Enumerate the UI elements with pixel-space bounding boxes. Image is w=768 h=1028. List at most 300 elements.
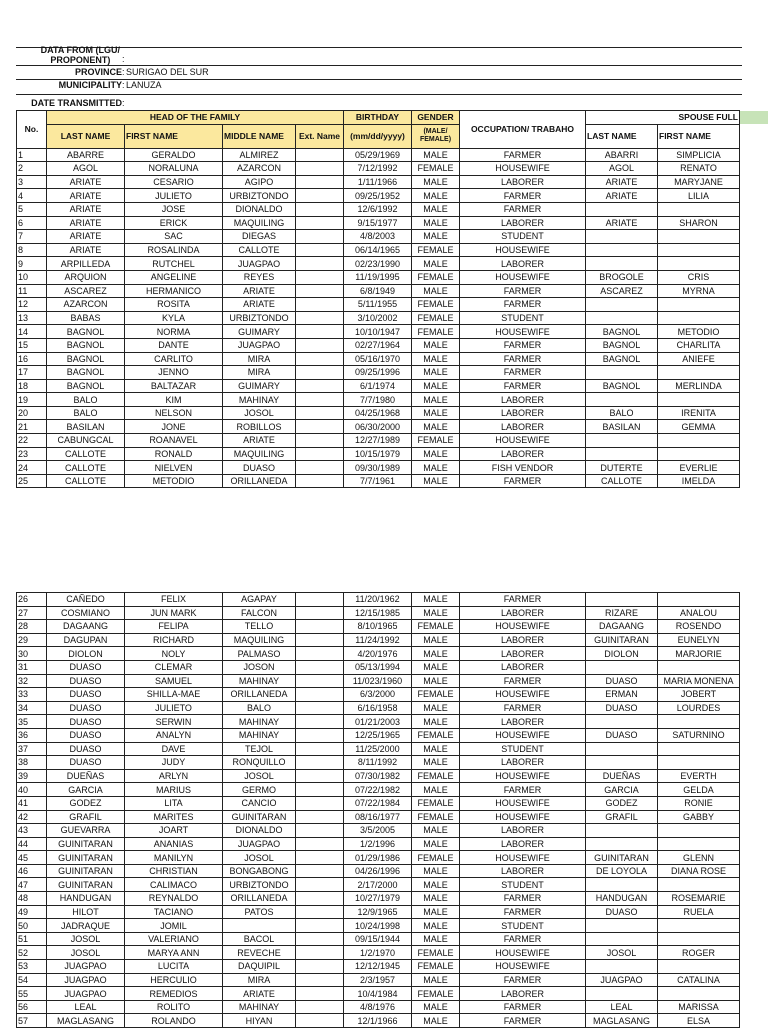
- spouse-first-name-cell[interactable]: GLENN: [658, 851, 740, 865]
- ext-name-cell[interactable]: [296, 420, 344, 434]
- first-name-cell[interactable]: JONE: [125, 420, 223, 434]
- birthday-cell[interactable]: 11/20/1962: [344, 593, 412, 607]
- occupation-cell[interactable]: HOUSEWIFE: [460, 946, 586, 960]
- spouse-last-name-cell[interactable]: GARCIA: [586, 783, 658, 797]
- gender-cell[interactable]: FEMALE: [412, 946, 460, 960]
- spouse-first-name-cell[interactable]: [658, 298, 740, 312]
- gender-cell[interactable]: MALE: [412, 919, 460, 933]
- spouse-first-name-cell[interactable]: ANALOU: [658, 606, 740, 620]
- occupation-cell[interactable]: LABORER: [460, 660, 586, 674]
- spouse-last-name-cell[interactable]: ARIATE: [586, 216, 658, 230]
- occupation-cell[interactable]: HOUSEWIFE: [460, 728, 586, 742]
- occupation-cell[interactable]: LABORER: [460, 864, 586, 878]
- spouse-last-name-cell[interactable]: ABARRI: [586, 148, 658, 162]
- gender-cell[interactable]: MALE: [412, 474, 460, 488]
- gender-cell[interactable]: MALE: [412, 905, 460, 919]
- occupation-cell[interactable]: FARMER: [460, 379, 586, 393]
- gender-cell[interactable]: MALE: [412, 756, 460, 770]
- gender-cell[interactable]: MALE: [412, 973, 460, 987]
- spouse-first-name-cell[interactable]: MARISSA: [658, 1000, 740, 1014]
- middle-name-cell[interactable]: ROBILLOS: [223, 420, 296, 434]
- spouse-last-name-cell[interactable]: BALO: [586, 406, 658, 420]
- spouse-last-name-cell[interactable]: LEAL: [586, 1000, 658, 1014]
- gender-cell[interactable]: FEMALE: [412, 769, 460, 783]
- spouse-last-name-cell[interactable]: DUASO: [586, 701, 658, 715]
- ext-name-cell[interactable]: [296, 674, 344, 688]
- spouse-last-name-cell[interactable]: ERMAN: [586, 688, 658, 702]
- gender-cell[interactable]: MALE: [412, 175, 460, 189]
- ext-name-cell[interactable]: [296, 189, 344, 203]
- spouse-first-name-cell[interactable]: SATURNINO: [658, 728, 740, 742]
- row-number-cell[interactable]: 37: [17, 742, 47, 756]
- ext-name-cell[interactable]: [296, 810, 344, 824]
- spouse-first-name-cell[interactable]: RUELA: [658, 905, 740, 919]
- birthday-cell[interactable]: 02/27/1964: [344, 338, 412, 352]
- row-number-cell[interactable]: 48: [17, 892, 47, 906]
- spouse-first-name-cell[interactable]: [658, 837, 740, 851]
- gender-cell[interactable]: MALE: [412, 189, 460, 203]
- gender-cell[interactable]: FEMALE: [412, 325, 460, 339]
- ext-name-cell[interactable]: [296, 851, 344, 865]
- row-number-cell[interactable]: 15: [17, 338, 47, 352]
- first-name-cell[interactable]: ROLANDO: [125, 1014, 223, 1028]
- ext-name-cell[interactable]: [296, 148, 344, 162]
- first-name-cell[interactable]: RUTCHEL: [125, 257, 223, 271]
- birthday-cell[interactable]: 06/30/2000: [344, 420, 412, 434]
- last-name-cell[interactable]: DUASO: [47, 715, 125, 729]
- occupation-cell[interactable]: HOUSEWIFE: [460, 960, 586, 974]
- row-number-cell[interactable]: 4: [17, 189, 47, 203]
- middle-name-cell[interactable]: BACOL: [223, 932, 296, 946]
- last-name-cell[interactable]: ARIATE: [47, 202, 125, 216]
- first-name-cell[interactable]: NORMA: [125, 325, 223, 339]
- spouse-first-name-cell[interactable]: [658, 393, 740, 407]
- middle-name-cell[interactable]: MAHINAY: [223, 1000, 296, 1014]
- first-name-cell[interactable]: CARLITO: [125, 352, 223, 366]
- spouse-last-name-cell[interactable]: [586, 932, 658, 946]
- spouse-last-name-cell[interactable]: BAGNOL: [586, 338, 658, 352]
- occupation-cell[interactable]: FARMER: [460, 148, 586, 162]
- birthday-cell[interactable]: 12/15/1985: [344, 606, 412, 620]
- spouse-last-name-cell[interactable]: [586, 742, 658, 756]
- first-name-cell[interactable]: ROSITA: [125, 298, 223, 312]
- middle-name-cell[interactable]: MAQUILING: [223, 633, 296, 647]
- ext-name-cell[interactable]: [296, 688, 344, 702]
- spouse-last-name-cell[interactable]: GUINITARAN: [586, 633, 658, 647]
- birthday-cell[interactable]: 07/22/1982: [344, 783, 412, 797]
- birthday-cell[interactable]: 9/15/1977: [344, 216, 412, 230]
- row-number-cell[interactable]: 17: [17, 366, 47, 380]
- birthday-cell[interactable]: 6/16/1958: [344, 701, 412, 715]
- gender-cell[interactable]: MALE: [412, 606, 460, 620]
- birthday-cell[interactable]: 10/10/1947: [344, 325, 412, 339]
- occupation-cell[interactable]: STUDENT: [460, 311, 586, 325]
- occupation-cell[interactable]: HOUSEWIFE: [460, 688, 586, 702]
- row-number-cell[interactable]: 47: [17, 878, 47, 892]
- spouse-first-name-cell[interactable]: [658, 311, 740, 325]
- birthday-cell[interactable]: 09/25/1952: [344, 189, 412, 203]
- row-number-cell[interactable]: 43: [17, 824, 47, 838]
- last-name-cell[interactable]: JUAGPAO: [47, 960, 125, 974]
- middle-name-cell[interactable]: JUAGPAO: [223, 338, 296, 352]
- occupation-cell[interactable]: HOUSEWIFE: [460, 162, 586, 176]
- occupation-cell[interactable]: LABORER: [460, 824, 586, 838]
- last-name-cell[interactable]: DAGUPAN: [47, 633, 125, 647]
- ext-name-cell[interactable]: [296, 905, 344, 919]
- last-name-cell[interactable]: BAGNOL: [47, 352, 125, 366]
- spouse-last-name-cell[interactable]: [586, 311, 658, 325]
- middle-name-cell[interactable]: ARIATE: [223, 987, 296, 1001]
- first-name-cell[interactable]: SAMUEL: [125, 674, 223, 688]
- ext-name-cell[interactable]: [296, 593, 344, 607]
- row-number-cell[interactable]: 53: [17, 960, 47, 974]
- middle-name-cell[interactable]: AGIPO: [223, 175, 296, 189]
- last-name-cell[interactable]: ARPILLEDA: [47, 257, 125, 271]
- last-name-cell[interactable]: ARIATE: [47, 243, 125, 257]
- spouse-first-name-cell[interactable]: [658, 366, 740, 380]
- last-name-cell[interactable]: ARIATE: [47, 230, 125, 244]
- spouse-last-name-cell[interactable]: GODEZ: [586, 796, 658, 810]
- first-name-cell[interactable]: JENNO: [125, 366, 223, 380]
- ext-name-cell[interactable]: [296, 987, 344, 1001]
- middle-name-cell[interactable]: ALMIREZ: [223, 148, 296, 162]
- last-name-cell[interactable]: JOSOL: [47, 932, 125, 946]
- spouse-last-name-cell[interactable]: [586, 824, 658, 838]
- ext-name-cell[interactable]: [296, 946, 344, 960]
- first-name-cell[interactable]: ANANIAS: [125, 837, 223, 851]
- spouse-last-name-cell[interactable]: [586, 660, 658, 674]
- occupation-cell[interactable]: FARMER: [460, 973, 586, 987]
- last-name-cell[interactable]: CALLOTE: [47, 474, 125, 488]
- birthday-cell[interactable]: 1/11/1966: [344, 175, 412, 189]
- spouse-first-name-cell[interactable]: [658, 824, 740, 838]
- occupation-cell[interactable]: LABORER: [460, 175, 586, 189]
- row-number-cell[interactable]: 10: [17, 270, 47, 284]
- first-name-cell[interactable]: REMEDIOS: [125, 987, 223, 1001]
- last-name-cell[interactable]: GARCIA: [47, 783, 125, 797]
- middle-name-cell[interactable]: JOSOL: [223, 406, 296, 420]
- ext-name-cell[interactable]: [296, 932, 344, 946]
- spouse-first-name-cell[interactable]: [658, 257, 740, 271]
- first-name-cell[interactable]: JOMIL: [125, 919, 223, 933]
- first-name-cell[interactable]: NOLY: [125, 647, 223, 661]
- spouse-first-name-cell[interactable]: [658, 878, 740, 892]
- spouse-last-name-cell[interactable]: JOSOL: [586, 946, 658, 960]
- spouse-first-name-cell[interactable]: [658, 447, 740, 461]
- row-number-cell[interactable]: 41: [17, 796, 47, 810]
- ext-name-cell[interactable]: [296, 311, 344, 325]
- last-name-cell[interactable]: BAGNOL: [47, 366, 125, 380]
- last-name-cell[interactable]: GRAFIL: [47, 810, 125, 824]
- occupation-cell[interactable]: FARMER: [460, 338, 586, 352]
- spouse-last-name-cell[interactable]: [586, 366, 658, 380]
- spouse-first-name-cell[interactable]: [658, 660, 740, 674]
- middle-name-cell[interactable]: ARIATE: [223, 434, 296, 448]
- last-name-cell[interactable]: CALLOTE: [47, 461, 125, 475]
- last-name-cell[interactable]: BALO: [47, 406, 125, 420]
- spouse-first-name-cell[interactable]: [658, 593, 740, 607]
- spouse-last-name-cell[interactable]: BASILAN: [586, 420, 658, 434]
- spouse-last-name-cell[interactable]: BAGNOL: [586, 325, 658, 339]
- spouse-first-name-cell[interactable]: [658, 756, 740, 770]
- spouse-first-name-cell[interactable]: SIMPLICIA: [658, 148, 740, 162]
- last-name-cell[interactable]: CALLOTE: [47, 447, 125, 461]
- middle-name-cell[interactable]: CANCIO: [223, 796, 296, 810]
- last-name-cell[interactable]: ARIATE: [47, 216, 125, 230]
- row-number-cell[interactable]: 5: [17, 202, 47, 216]
- row-number-cell[interactable]: 16: [17, 352, 47, 366]
- occupation-cell[interactable]: FARMER: [460, 298, 586, 312]
- ext-name-cell[interactable]: [296, 715, 344, 729]
- first-name-cell[interactable]: DANTE: [125, 338, 223, 352]
- occupation-cell[interactable]: LABORER: [460, 420, 586, 434]
- last-name-cell[interactable]: ARQUION: [47, 270, 125, 284]
- first-name-cell[interactable]: ERICK: [125, 216, 223, 230]
- birthday-cell[interactable]: 7/7/1961: [344, 474, 412, 488]
- birthday-cell[interactable]: 05/29/1969: [344, 148, 412, 162]
- spouse-first-name-cell[interactable]: [658, 230, 740, 244]
- row-number-cell[interactable]: 39: [17, 769, 47, 783]
- birthday-cell[interactable]: 6/8/1949: [344, 284, 412, 298]
- spouse-first-name-cell[interactable]: IMELDA: [658, 474, 740, 488]
- occupation-cell[interactable]: STUDENT: [460, 878, 586, 892]
- spouse-last-name-cell[interactable]: [586, 393, 658, 407]
- spouse-first-name-cell[interactable]: LILIA: [658, 189, 740, 203]
- middle-name-cell[interactable]: HIYAN: [223, 1014, 296, 1028]
- last-name-cell[interactable]: GUEVARRA: [47, 824, 125, 838]
- municipality-value[interactable]: LANUZA: [126, 80, 162, 90]
- ext-name-cell[interactable]: [296, 352, 344, 366]
- spouse-first-name-cell[interactable]: CHARLITA: [658, 338, 740, 352]
- ext-name-cell[interactable]: [296, 960, 344, 974]
- row-number-cell[interactable]: 50: [17, 919, 47, 933]
- spouse-first-name-cell[interactable]: [658, 960, 740, 974]
- row-number-cell[interactable]: 3: [17, 175, 47, 189]
- last-name-cell[interactable]: DUASO: [47, 728, 125, 742]
- occupation-cell[interactable]: LABORER: [460, 216, 586, 230]
- occupation-cell[interactable]: HOUSEWIFE: [460, 620, 586, 634]
- birthday-cell[interactable]: 08/16/1977: [344, 810, 412, 824]
- middle-name-cell[interactable]: AGAPAY: [223, 593, 296, 607]
- last-name-cell[interactable]: MAGLASANG: [47, 1014, 125, 1028]
- occupation-cell[interactable]: FARMER: [460, 593, 586, 607]
- first-name-cell[interactable]: ANALYN: [125, 728, 223, 742]
- row-number-cell[interactable]: 2: [17, 162, 47, 176]
- gender-cell[interactable]: FEMALE: [412, 270, 460, 284]
- last-name-cell[interactable]: JUAGPAO: [47, 973, 125, 987]
- row-number-cell[interactable]: 51: [17, 932, 47, 946]
- occupation-cell[interactable]: LABORER: [460, 257, 586, 271]
- birthday-cell[interactable]: 12/1/1966: [344, 1014, 412, 1028]
- row-number-cell[interactable]: 33: [17, 688, 47, 702]
- spouse-first-name-cell[interactable]: ROSENDO: [658, 620, 740, 634]
- occupation-cell[interactable]: FARMER: [460, 202, 586, 216]
- birthday-cell[interactable]: 1/2/1996: [344, 837, 412, 851]
- birthday-cell[interactable]: 11/25/2000: [344, 742, 412, 756]
- middle-name-cell[interactable]: MIRA: [223, 973, 296, 987]
- row-number-cell[interactable]: 11: [17, 284, 47, 298]
- spouse-last-name-cell[interactable]: [586, 878, 658, 892]
- row-number-cell[interactable]: 13: [17, 311, 47, 325]
- spouse-first-name-cell[interactable]: [658, 932, 740, 946]
- birthday-cell[interactable]: 10/4/1984: [344, 987, 412, 1001]
- row-number-cell[interactable]: 55: [17, 987, 47, 1001]
- first-name-cell[interactable]: CALIMACO: [125, 878, 223, 892]
- spouse-first-name-cell[interactable]: [658, 434, 740, 448]
- birthday-cell[interactable]: 10/24/1998: [344, 919, 412, 933]
- ext-name-cell[interactable]: [296, 162, 344, 176]
- last-name-cell[interactable]: JOSOL: [47, 946, 125, 960]
- last-name-cell[interactable]: JADRAQUE: [47, 919, 125, 933]
- occupation-cell[interactable]: LABORER: [460, 837, 586, 851]
- spouse-first-name-cell[interactable]: RENATO: [658, 162, 740, 176]
- occupation-cell[interactable]: FARMER: [460, 366, 586, 380]
- birthday-cell[interactable]: 01/21/2003: [344, 715, 412, 729]
- middle-name-cell[interactable]: MAHINAY: [223, 674, 296, 688]
- spouse-last-name-cell[interactable]: [586, 230, 658, 244]
- birthday-cell[interactable]: 6/3/2000: [344, 688, 412, 702]
- spouse-first-name-cell[interactable]: EVERTH: [658, 769, 740, 783]
- first-name-cell[interactable]: JOART: [125, 824, 223, 838]
- spouse-first-name-cell[interactable]: GEMMA: [658, 420, 740, 434]
- birthday-cell[interactable]: 04/25/1968: [344, 406, 412, 420]
- last-name-cell[interactable]: BASILAN: [47, 420, 125, 434]
- middle-name-cell[interactable]: ARIATE: [223, 298, 296, 312]
- first-name-cell[interactable]: MARIUS: [125, 783, 223, 797]
- row-number-cell[interactable]: 19: [17, 393, 47, 407]
- ext-name-cell[interactable]: [296, 728, 344, 742]
- middle-name-cell[interactable]: REYES: [223, 270, 296, 284]
- middle-name-cell[interactable]: JUAGPAO: [223, 837, 296, 851]
- spouse-first-name-cell[interactable]: [658, 243, 740, 257]
- last-name-cell[interactable]: GODEZ: [47, 796, 125, 810]
- occupation-cell[interactable]: FARMER: [460, 189, 586, 203]
- ext-name-cell[interactable]: [296, 796, 344, 810]
- last-name-cell[interactable]: ABARRE: [47, 148, 125, 162]
- spouse-last-name-cell[interactable]: [586, 298, 658, 312]
- birthday-cell[interactable]: 05/16/1970: [344, 352, 412, 366]
- last-name-cell[interactable]: GUINITARAN: [47, 851, 125, 865]
- birthday-cell[interactable]: 05/13/1994: [344, 660, 412, 674]
- last-name-cell[interactable]: GUINITARAN: [47, 864, 125, 878]
- row-number-cell[interactable]: 54: [17, 973, 47, 987]
- spouse-last-name-cell[interactable]: [586, 837, 658, 851]
- gender-cell[interactable]: FEMALE: [412, 987, 460, 1001]
- birthday-cell[interactable]: 1/2/1970: [344, 946, 412, 960]
- middle-name-cell[interactable]: GERMO: [223, 783, 296, 797]
- spouse-first-name-cell[interactable]: METODIO: [658, 325, 740, 339]
- row-number-cell[interactable]: 8: [17, 243, 47, 257]
- first-name-cell[interactable]: JULIETO: [125, 701, 223, 715]
- spouse-last-name-cell[interactable]: BROGOLE: [586, 270, 658, 284]
- middle-name-cell[interactable]: URBIZTONDO: [223, 878, 296, 892]
- gender-cell[interactable]: MALE: [412, 647, 460, 661]
- last-name-cell[interactable]: GUINITARAN: [47, 837, 125, 851]
- ext-name-cell[interactable]: [296, 257, 344, 271]
- birthday-cell[interactable]: 2/17/2000: [344, 878, 412, 892]
- first-name-cell[interactable]: RICHARD: [125, 633, 223, 647]
- first-name-cell[interactable]: JUN MARK: [125, 606, 223, 620]
- gender-cell[interactable]: MALE: [412, 338, 460, 352]
- ext-name-cell[interactable]: [296, 434, 344, 448]
- row-number-cell[interactable]: 57: [17, 1014, 47, 1028]
- first-name-cell[interactable]: FELIPA: [125, 620, 223, 634]
- ext-name-cell[interactable]: [296, 447, 344, 461]
- gender-cell[interactable]: MALE: [412, 864, 460, 878]
- first-name-cell[interactable]: VALERIANO: [125, 932, 223, 946]
- first-name-cell[interactable]: JOSE: [125, 202, 223, 216]
- spouse-last-name-cell[interactable]: [586, 987, 658, 1001]
- occupation-cell[interactable]: FARMER: [460, 474, 586, 488]
- last-name-cell[interactable]: BAGNOL: [47, 379, 125, 393]
- gender-cell[interactable]: MALE: [412, 148, 460, 162]
- birthday-cell[interactable]: 7/7/1980: [344, 393, 412, 407]
- middle-name-cell[interactable]: PALMASO: [223, 647, 296, 661]
- spouse-last-name-cell[interactable]: DE LOYOLA: [586, 864, 658, 878]
- gender-cell[interactable]: MALE: [412, 447, 460, 461]
- occupation-cell[interactable]: HOUSEWIFE: [460, 270, 586, 284]
- spouse-last-name-cell[interactable]: [586, 202, 658, 216]
- row-number-cell[interactable]: 25: [17, 474, 47, 488]
- birthday-cell[interactable]: 10/27/1979: [344, 892, 412, 906]
- gender-cell[interactable]: MALE: [412, 1000, 460, 1014]
- spouse-last-name-cell[interactable]: ASCAREZ: [586, 284, 658, 298]
- spouse-last-name-cell[interactable]: ARIATE: [586, 189, 658, 203]
- gender-cell[interactable]: FEMALE: [412, 688, 460, 702]
- row-number-cell[interactable]: 56: [17, 1000, 47, 1014]
- ext-name-cell[interactable]: [296, 474, 344, 488]
- spouse-first-name-cell[interactable]: MERLINDA: [658, 379, 740, 393]
- spouse-first-name-cell[interactable]: EUNELYN: [658, 633, 740, 647]
- occupation-cell[interactable]: STUDENT: [460, 919, 586, 933]
- birthday-cell[interactable]: 5/11/1955: [344, 298, 412, 312]
- middle-name-cell[interactable]: BONGABONG: [223, 864, 296, 878]
- gender-cell[interactable]: MALE: [412, 461, 460, 475]
- occupation-cell[interactable]: HOUSEWIFE: [460, 796, 586, 810]
- middle-name-cell[interactable]: ORILLANEDA: [223, 892, 296, 906]
- middle-name-cell[interactable]: DIEGAS: [223, 230, 296, 244]
- birthday-cell[interactable]: 12/9/1965: [344, 905, 412, 919]
- middle-name-cell[interactable]: MAQUILING: [223, 216, 296, 230]
- ext-name-cell[interactable]: [296, 298, 344, 312]
- spouse-first-name-cell[interactable]: ROSEMARIE: [658, 892, 740, 906]
- ext-name-cell[interactable]: [296, 864, 344, 878]
- first-name-cell[interactable]: ROANAVEL: [125, 434, 223, 448]
- gender-cell[interactable]: MALE: [412, 257, 460, 271]
- occupation-cell[interactable]: HOUSEWIFE: [460, 243, 586, 257]
- spouse-last-name-cell[interactable]: DUASO: [586, 728, 658, 742]
- middle-name-cell[interactable]: JUAGPAO: [223, 257, 296, 271]
- ext-name-cell[interactable]: [296, 769, 344, 783]
- gender-cell[interactable]: MALE: [412, 932, 460, 946]
- occupation-cell[interactable]: FARMER: [460, 284, 586, 298]
- row-number-cell[interactable]: 27: [17, 606, 47, 620]
- gender-cell[interactable]: MALE: [412, 379, 460, 393]
- gender-cell[interactable]: MALE: [412, 1014, 460, 1028]
- ext-name-cell[interactable]: [296, 216, 344, 230]
- spouse-first-name-cell[interactable]: [658, 202, 740, 216]
- ext-name-cell[interactable]: [296, 284, 344, 298]
- occupation-cell[interactable]: LABORER: [460, 633, 586, 647]
- gender-cell[interactable]: MALE: [412, 393, 460, 407]
- middle-name-cell[interactable]: MIRA: [223, 366, 296, 380]
- birthday-cell[interactable]: 6/1/1974: [344, 379, 412, 393]
- first-name-cell[interactable]: ARLYN: [125, 769, 223, 783]
- row-number-cell[interactable]: 52: [17, 946, 47, 960]
- spouse-first-name-cell[interactable]: MYRNA: [658, 284, 740, 298]
- ext-name-cell[interactable]: [296, 783, 344, 797]
- last-name-cell[interactable]: ARIATE: [47, 175, 125, 189]
